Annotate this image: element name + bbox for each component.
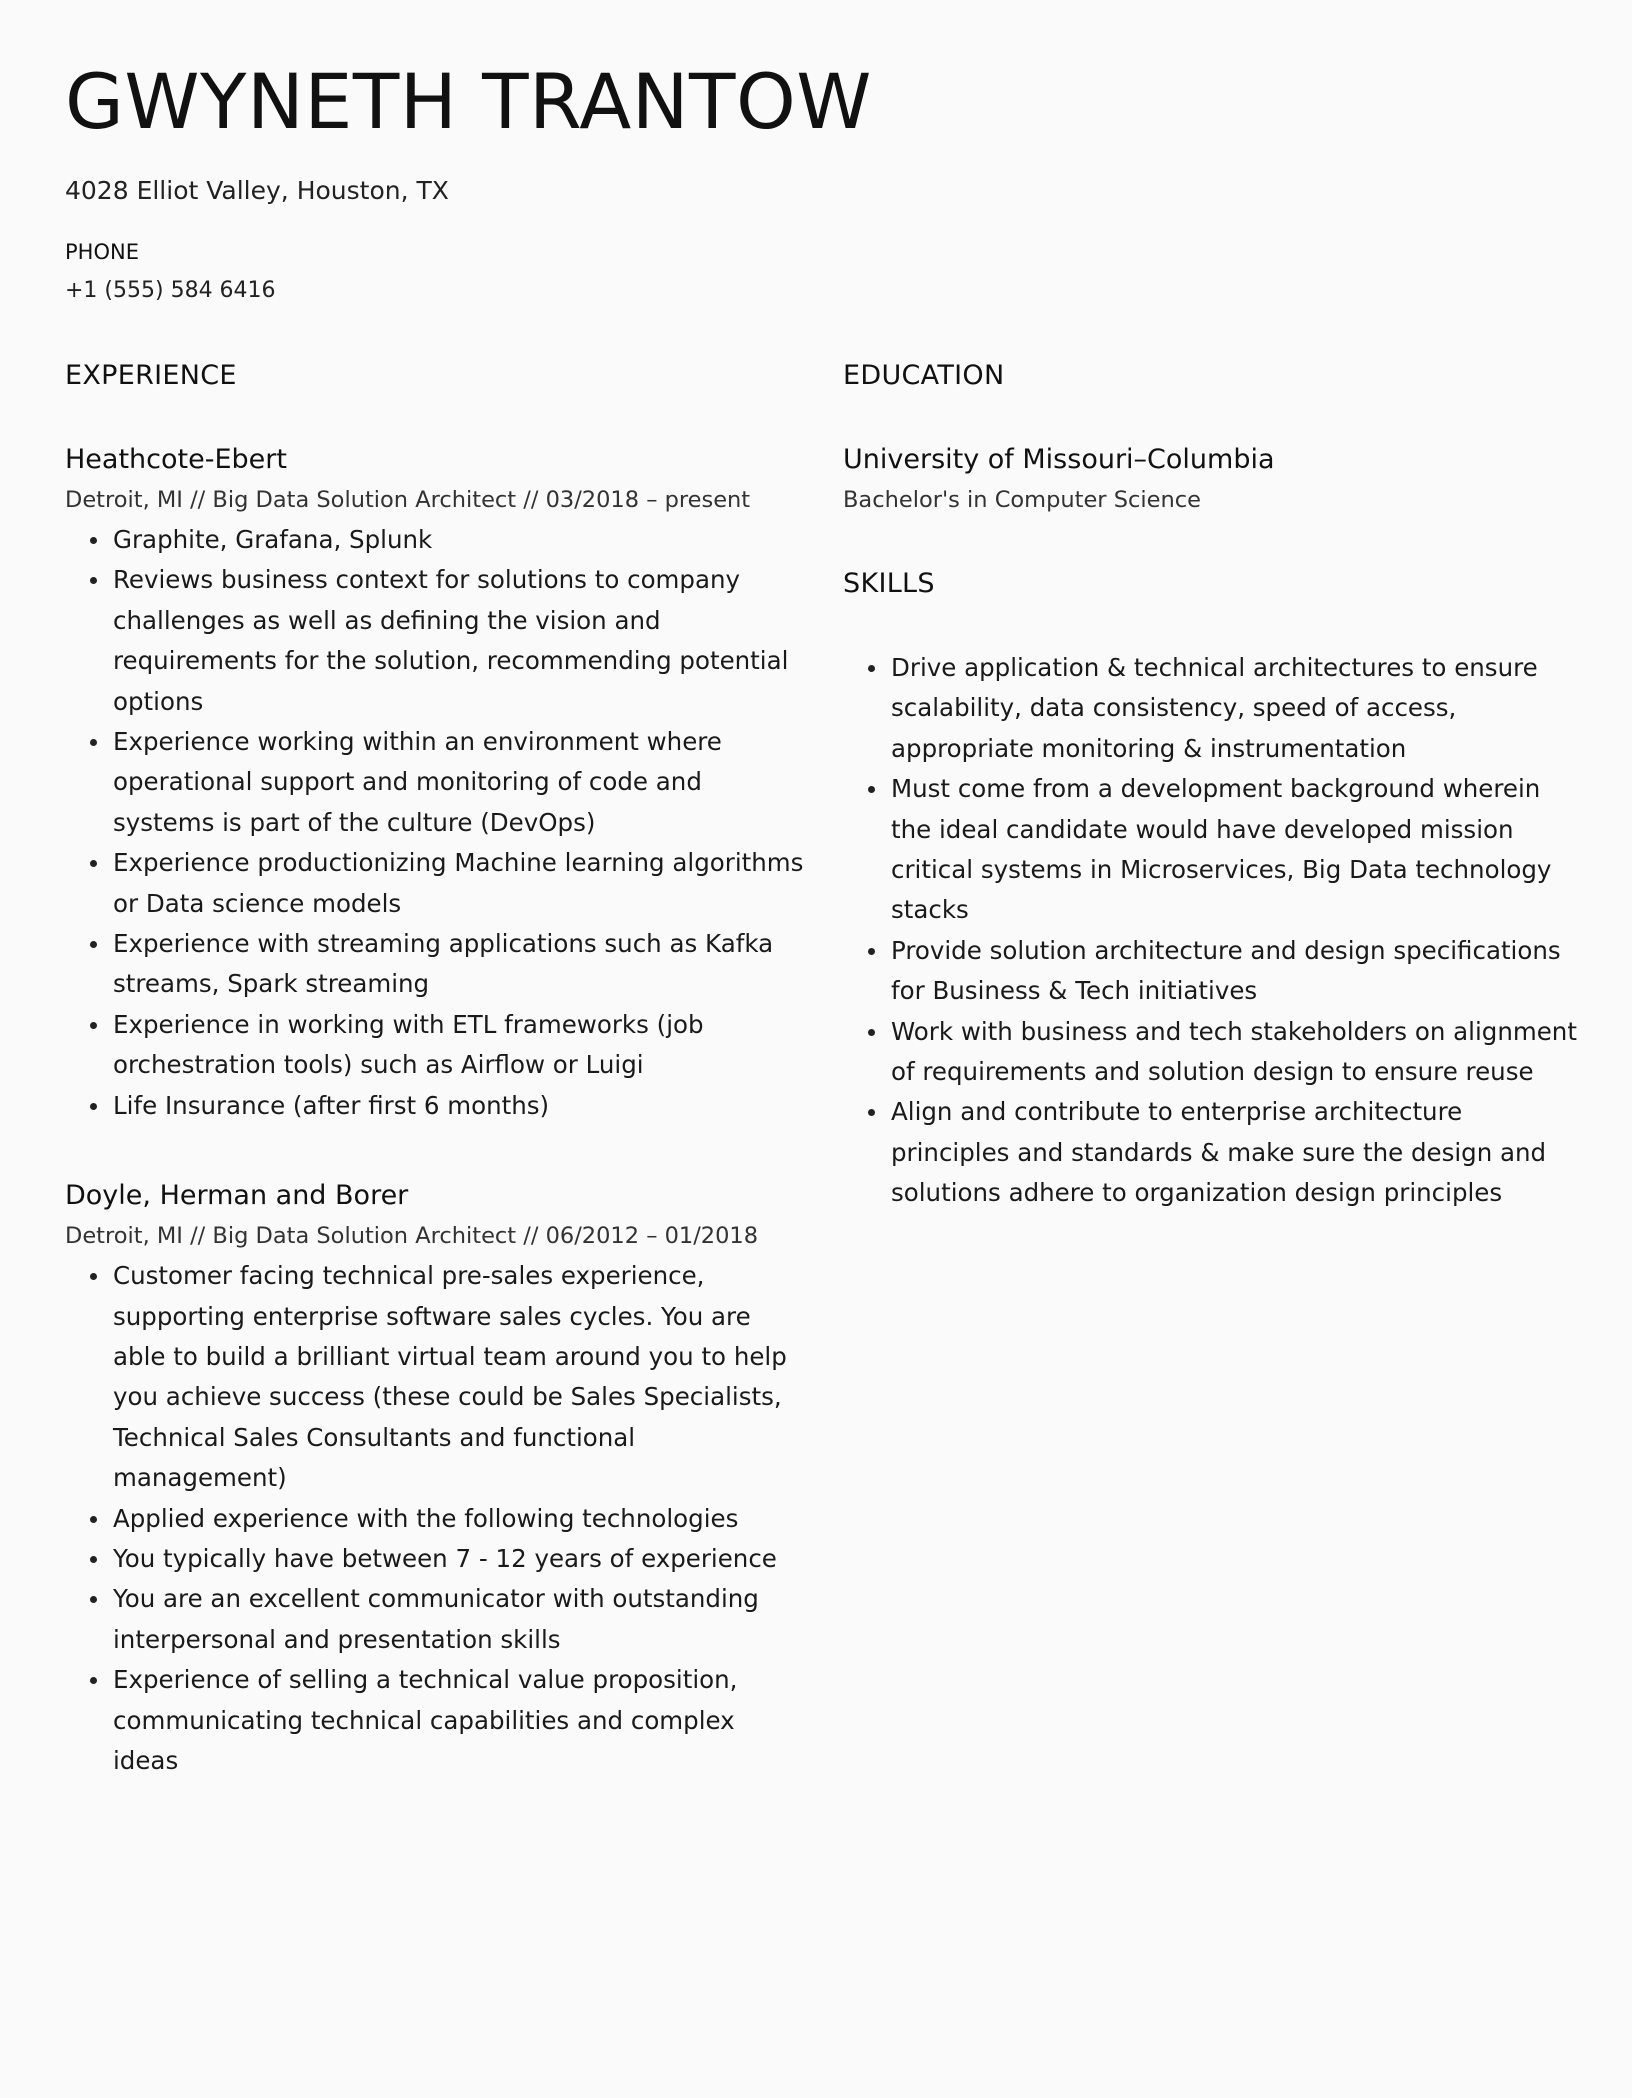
list-item: Provide solution architecture and design specifications for Business & Tech initiatives — [891, 931, 1583, 1012]
list-item: You are an excellent communicator with outstanding interpersonal and presentation skills — [113, 1579, 805, 1660]
list-item: Experience productionizing Machine learning algorithms or Data science models — [113, 843, 805, 924]
list-item: Drive application & technical architectures to ensure scalability, data consistency, speed of access, appropriate monitoring & instrumentation — [891, 648, 1583, 769]
list-item: Align and contribute to enterprise architecture principles and standards & make sure the design and solutions adhere to organization design principles — [891, 1092, 1583, 1213]
list-item: Must come from a development background wherein the ideal candidate would have developed mission critical systems in Microservices, Big Data technology stacks — [891, 769, 1583, 931]
job-company: Doyle, Herman and Borer — [65, 1180, 409, 1212]
list-item: Customer facing technical pre-sales experience, supporting enterprise software sales cycles. You are able to build a brilliant virtual team around you to help you achieve success (these could be Sales Specialists, Technical Sales Consultants and functional management) — [113, 1256, 805, 1498]
list-item: Life Insurance (after first 6 months) — [113, 1086, 805, 1126]
skills-heading: SKILLS — [843, 568, 935, 599]
school-name: University of Missouri–Columbia — [843, 444, 1275, 475]
experience-column — [65, 358, 805, 1781]
job-meta: Detroit, MI // Big Data Solution Architect // 03/2018 – present — [65, 487, 751, 513]
phone-label: PHONE — [65, 240, 139, 264]
skills-list — [843, 648, 1583, 1214]
phone-number: +1 (555) 584 6416 — [65, 278, 276, 303]
list-item: You typically have between 7 - 12 years of experience — [113, 1539, 805, 1579]
candidate-name: GWYNETH TRANTOW — [65, 57, 872, 146]
list-item: Work with business and tech stakeholders on alignment of requirements and solution design to ensure reuse — [891, 1012, 1583, 1093]
job-company: Heathcote-Ebert — [65, 444, 287, 475]
job-bullets — [65, 1256, 805, 1781]
list-item: Graphite, Grafana, Splunk — [113, 520, 805, 560]
job-meta: Detroit, MI // Big Data Solution Architect // 06/2012 – 01/2018 — [65, 1223, 759, 1250]
experience-heading: EXPERIENCE — [65, 360, 237, 391]
education-skills-column — [843, 358, 1583, 1214]
list-item: Experience in working with ETL frameworks (job orchestration tools) such as Airflow or Luigi — [113, 1005, 805, 1086]
list-item: Reviews business context for solutions to company challenges as well as defining the vision and requirements for the solution, recommending potential options — [113, 560, 805, 722]
job-entry — [65, 442, 805, 1126]
education-heading: EDUCATION — [843, 360, 1005, 391]
list-item: Experience with streaming applications such as Kafka streams, Spark streaming — [113, 924, 805, 1005]
list-item: Experience of selling a technical value proposition, communicating technical capabilities and complex ideas — [113, 1660, 805, 1781]
list-item: Experience working within an environment where operational support and monitoring of code and systems is part of the culture (DevOps) — [113, 722, 805, 843]
list-item: Applied experience with the following technologies — [113, 1499, 805, 1539]
degree: Bachelor's in Computer Science — [843, 487, 1201, 513]
address: 4028 Elliot Valley, Houston, TX — [65, 176, 449, 205]
job-entry — [65, 1178, 805, 1781]
job-bullets — [65, 520, 805, 1126]
